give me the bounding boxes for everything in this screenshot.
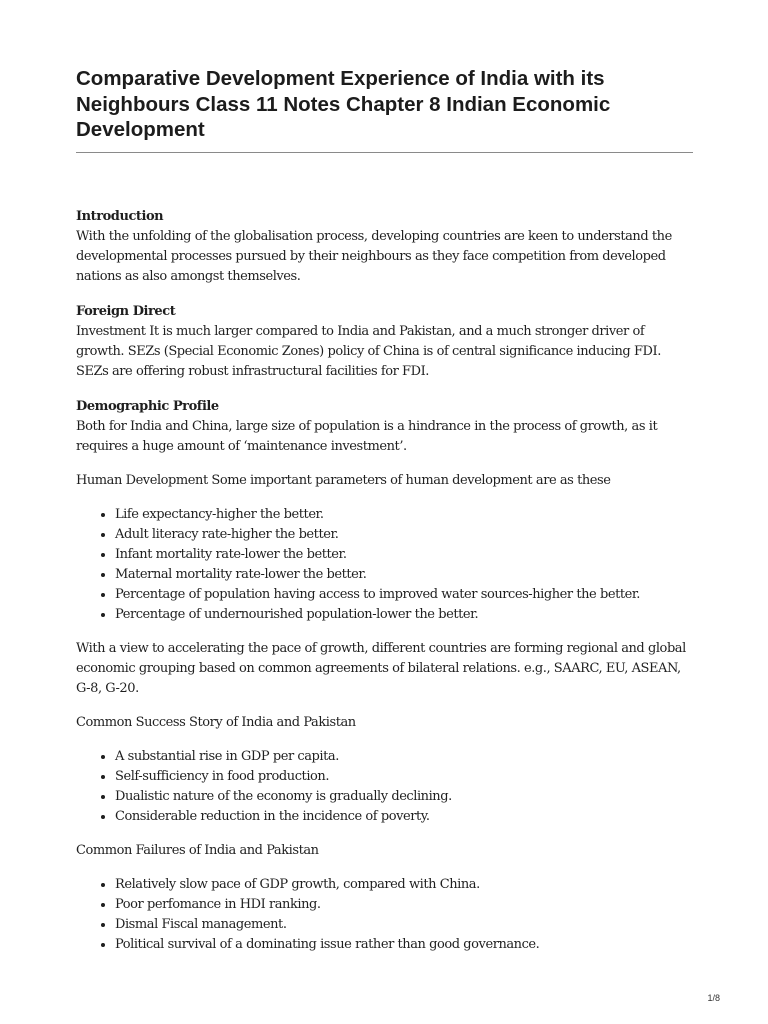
title-divider [76, 152, 693, 153]
demographic-profile-heading: Demographic Profile [76, 398, 219, 414]
list-item: • Maternal mortality rate-lower the better. [115, 565, 693, 585]
page-number: 1/8 [707, 993, 720, 1003]
failures-intro: Common Failures of India and Pakistan [76, 842, 319, 858]
section-introduction [76, 207, 693, 287]
introduction-heading: Introduction [76, 208, 164, 224]
demographic-profile-text: Both for India and China, large size of population is a hindrance in the process of growth, as it requires a huge amount of ‘maintenance investment’. [76, 418, 658, 454]
groupings-text: With a view to accelerating the pace of growth, different countries are forming regional and global economic grouping based on common agreements of bilateral relations. e.g., SAARC, EU, ASEAN, G-8, G-20. [76, 640, 686, 696]
list-item: • Considerable reduction in the incidence of poverty. [115, 807, 693, 827]
list-item: • Political survival of a dominating issue rather than good governance. [115, 935, 693, 955]
section-demographic-profile [76, 397, 693, 457]
failures-list [76, 875, 693, 955]
document-page [76, 66, 693, 955]
foreign-direct-text: Investment It is much larger compared to India and Pakistan, and a much stronger driver of growth. SEZs (Special Economic Zones) policy of China is of central significance inducing FDI. SEZs are offering robust infrastructural facilities for FDI. [76, 323, 661, 379]
list-item: • Infant mortality rate-lower the better. [115, 545, 693, 565]
document-title: Comparative Development Experience of India with its Neighbours Class 11 Notes Chapter 8 Indian Economic Development [76, 67, 611, 141]
introduction-text: With the unfolding of the globalisation process, developing countries are keen to understand the developmental processes pursued by their neighbours as they face competition from developed nations as also amongst themselves. [76, 228, 672, 284]
list-item: • Self-sufficiency in food production. [115, 767, 693, 787]
success-story-list [76, 747, 693, 827]
human-development-intro: Human Development Some important parameters of human development are as these [76, 472, 611, 488]
human-development-list [76, 505, 693, 625]
section-foreign-direct [76, 302, 693, 382]
list-item: • Percentage of undernourished population-lower the better. [115, 605, 693, 625]
success-story-intro: Common Success Story of India and Pakistan [76, 714, 356, 730]
list-item: • Relatively slow pace of GDP growth, compared with China. [115, 875, 693, 895]
document-body [76, 207, 693, 955]
list-item: • Life expectancy-higher the better. [115, 505, 693, 525]
list-item: • Poor perfomance in HDI ranking. [115, 895, 693, 915]
list-item: • Percentage of population having access to improved water sources-higher the better. [115, 585, 693, 605]
list-item: • Adult literacy rate-higher the better. [115, 525, 693, 545]
list-item: • A substantial rise in GDP per capita. [115, 747, 693, 767]
list-item: • Dualistic nature of the economy is gradually declining. [115, 787, 693, 807]
foreign-direct-heading: Foreign Direct [76, 303, 176, 319]
list-item: • Dismal Fiscal management. [115, 915, 693, 935]
